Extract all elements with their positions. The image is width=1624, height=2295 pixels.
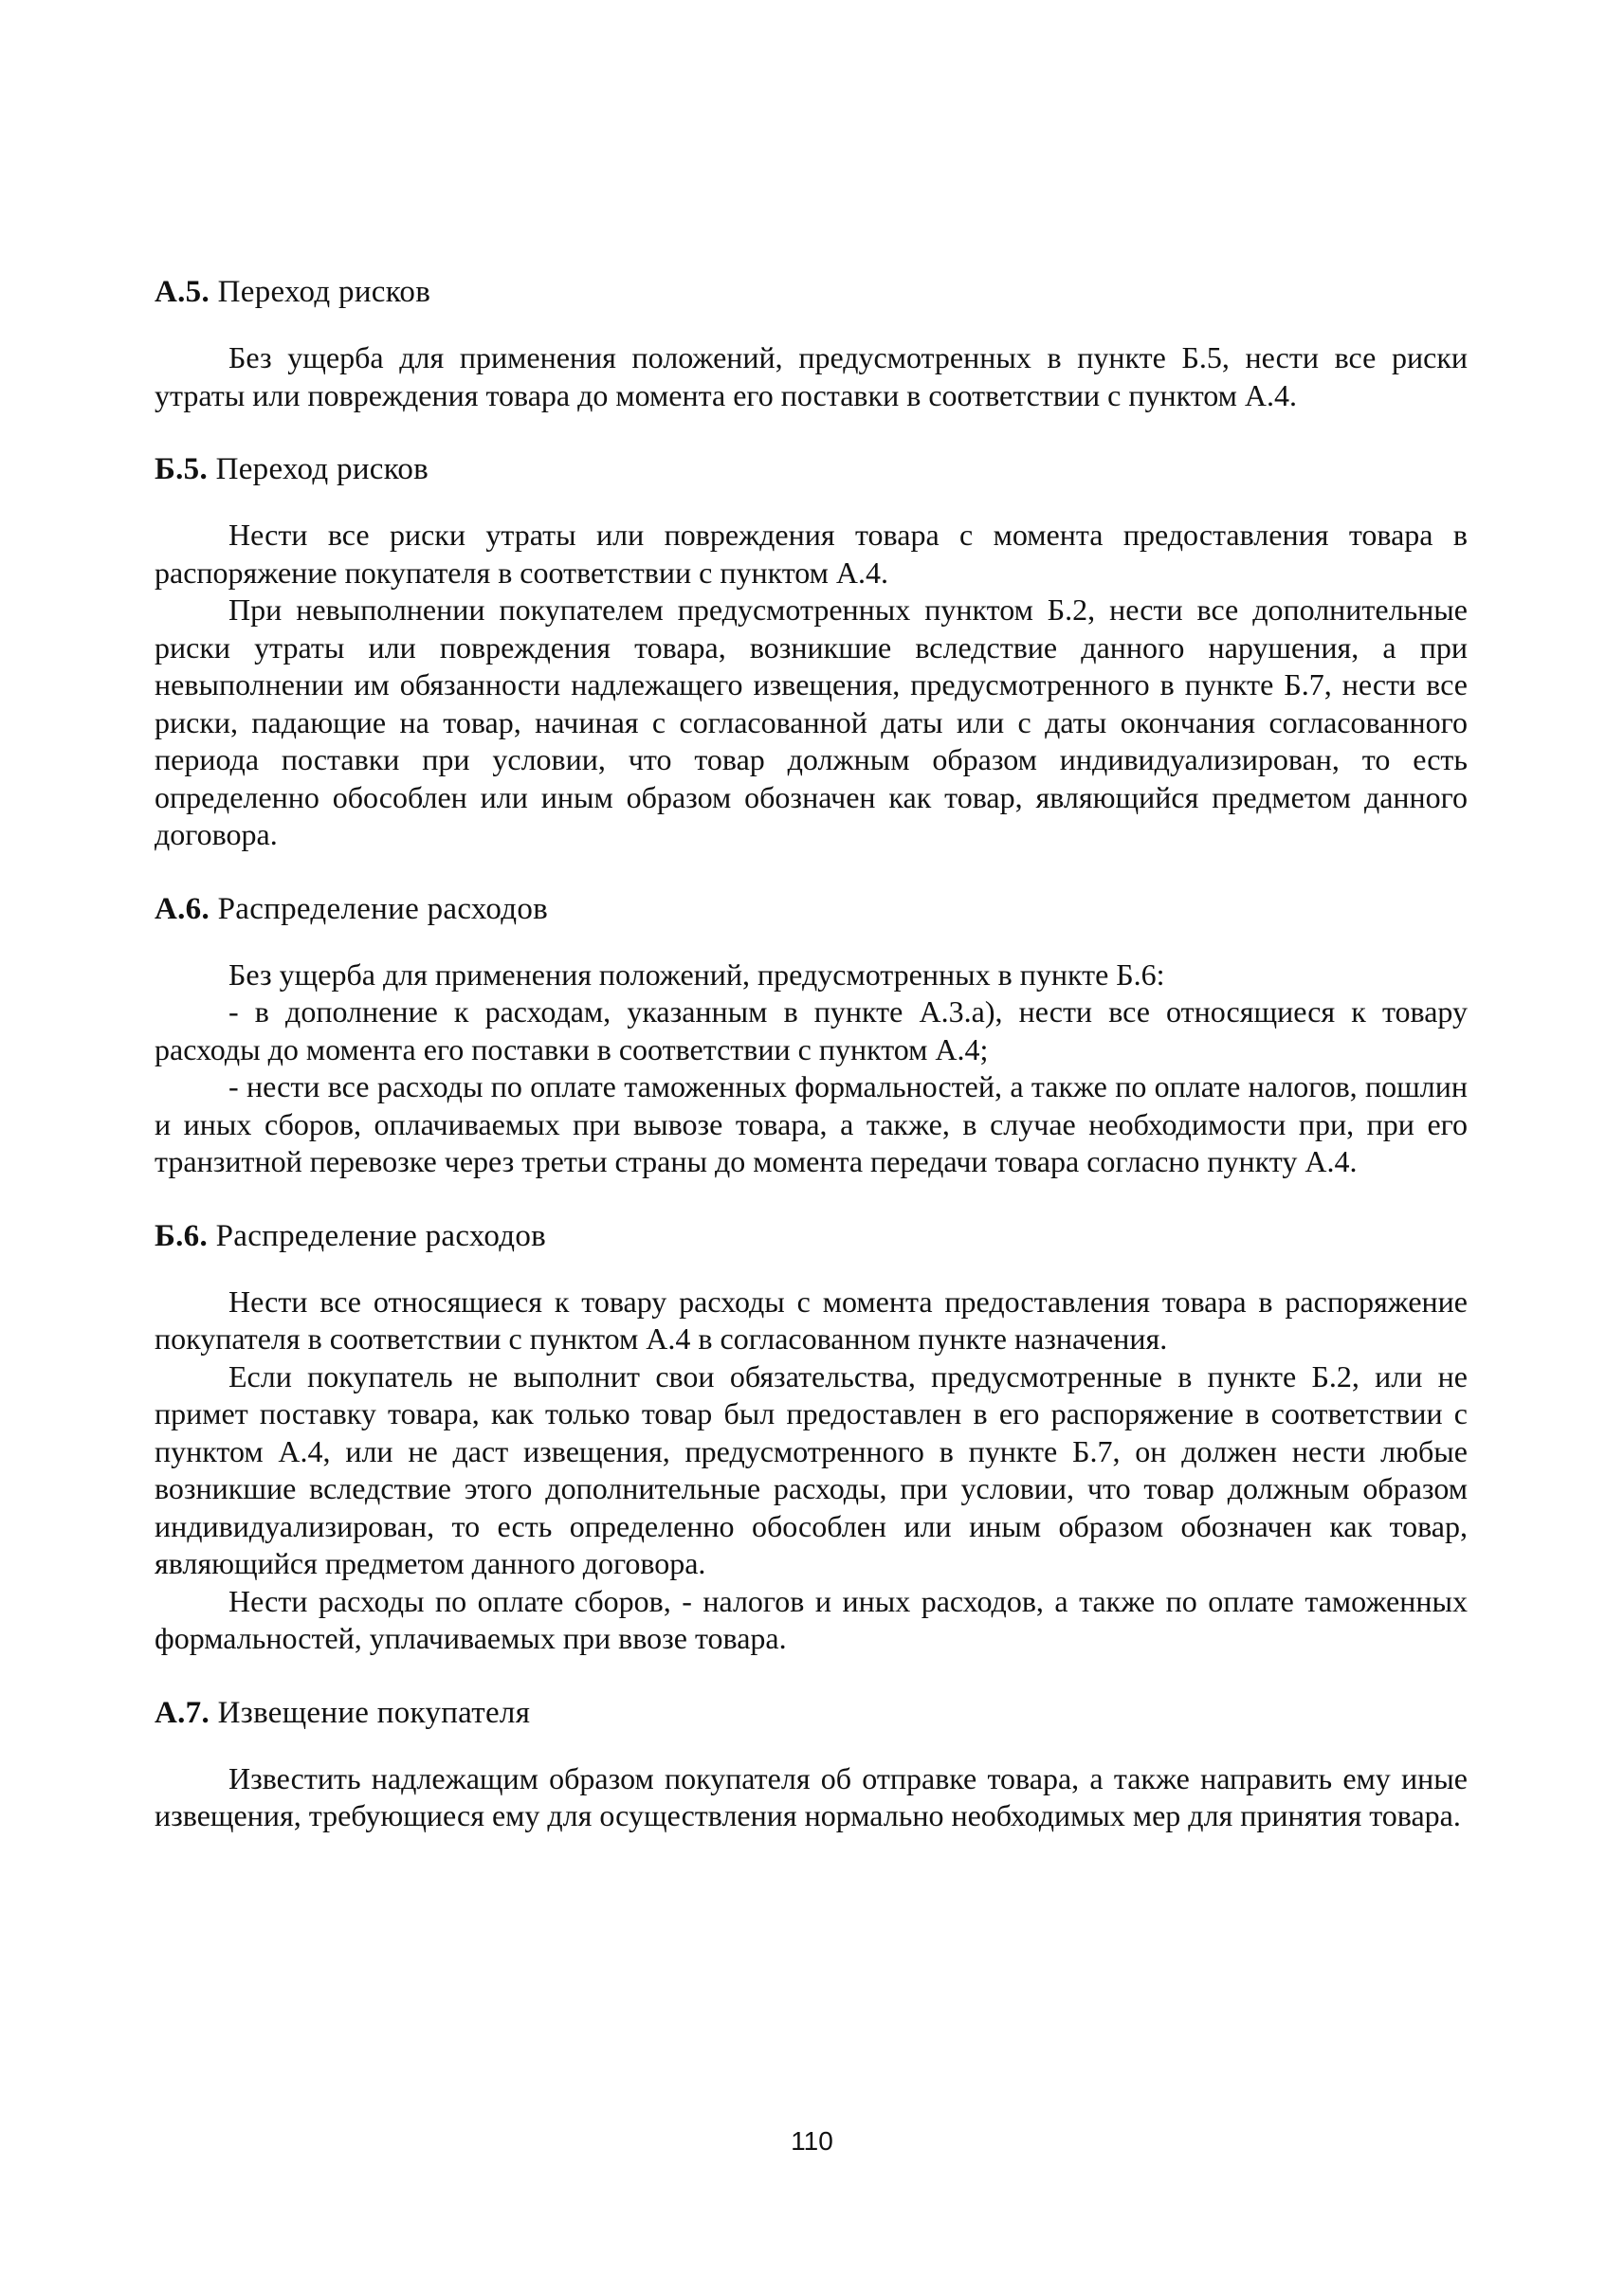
section-number: А.7. — [155, 1695, 210, 1730]
paragraph: Если покупатель не выполнит свои обязательства, предусмотренные в пункте Б.2, или не примет поставку товара, как только товар был предоставлен в его распоряжение в соответствии с пунктом А.4, или не даст извещения, предусмотренного в пункте Б.7, он должен нести любые возникшие вследствие этого дополнительные расходы, при условии, что товар должным образом индивидуализирован, то есть определенно обособлен или иным образом обозначен как товар, являющийся предметом данного договора. — [155, 1358, 1468, 1580]
document-body — [155, 273, 1468, 1871]
section-heading — [155, 273, 1468, 311]
paragraph: Известить надлежащим образом покупателя об отправке товара, а также направить ему иные извещения, требующиеся ему для осуществления нормально необходимых мер для принятия товара. — [155, 1760, 1468, 1832]
section-b5 — [155, 450, 1468, 854]
section-a5 — [155, 273, 1468, 414]
section-heading — [155, 450, 1468, 488]
paragraph: Нести все относящиеся к товару расходы с момента предоставления товара в распоряжение покупателя в соответствии с пунктом А.4 в согласованном пункте назначения. — [155, 1284, 1468, 1356]
section-heading — [155, 1694, 1468, 1732]
section-number: А.6. — [155, 891, 210, 926]
section-number: А.5. — [155, 275, 210, 309]
section-number: Б.5. — [155, 452, 209, 486]
paragraph: Без ущерба для применения положений, предусмотренных в пункте Б.6: — [228, 956, 1165, 992]
section-number: Б.6. — [155, 1218, 209, 1253]
section-heading — [155, 890, 1468, 928]
page-number: 110 — [791, 2126, 833, 2156]
section-title-text: Извещение покупателя — [217, 1695, 531, 1730]
section-heading — [155, 1217, 1468, 1255]
paragraph: Нести расходы по оплате сборов, - налогов и иных расходов, а также по оплате таможенных формальностей, уплачиваемых при ввозе товара. — [155, 1583, 1468, 1655]
paragraph: Без ущерба для применения положений, предусмотренных в пункте Б.5, нести все риски утраты или повреждения товара до момента его поставки в соответствии с пунктом А.4. — [155, 340, 1468, 412]
section-a6 — [155, 890, 1468, 1181]
section-a7 — [155, 1694, 1468, 1835]
paragraph-list-item: - в дополнение к расходам, указанным в пункте А.3.а), нести все относящиеся к товару расходы до момента его поставки в соответствии с пунктом А.4; — [155, 994, 1468, 1066]
section-title-text: Переход рисков — [215, 452, 429, 486]
section-b6 — [155, 1217, 1468, 1658]
section-title-text: Распределение расходов — [217, 891, 549, 926]
paragraph-list-item: - нести все расходы по оплате таможенных формальностей, а также по оплате налогов, пошлин и иных сборов, оплачиваемых при вывозе товара, а также, в случае необходимости при, при его транзитной перевозке через третьи страны до момента передачи товара согласно пункту А.4. — [155, 1069, 1468, 1178]
paragraph: Нести все риски утраты или повреждения товара с момента предоставления товара в распоряжение покупателя в соответствии с пунктом А.4. — [155, 518, 1468, 590]
section-title-text: Переход рисков — [217, 275, 431, 309]
paragraph: При невыполнении покупателем предусмотренных пунктом Б.2, нести все дополнительные риски утраты или повреждения товара, возникшие вследствие данного нарушения, а при невыполнении им обязанности надлежащего извещения, предусмотренного в пункте Б.7, нести все риски, падающие на товар, начиная с согласованной даты или с даты окончания согласованного периода поставки при условии, что товар должным образом индивидуализирован, то есть определенно обособлен или иным образом обозначен как товар, являющийся предметом данного договора. — [155, 592, 1468, 851]
section-title-text: Распределение расходов — [215, 1218, 547, 1253]
